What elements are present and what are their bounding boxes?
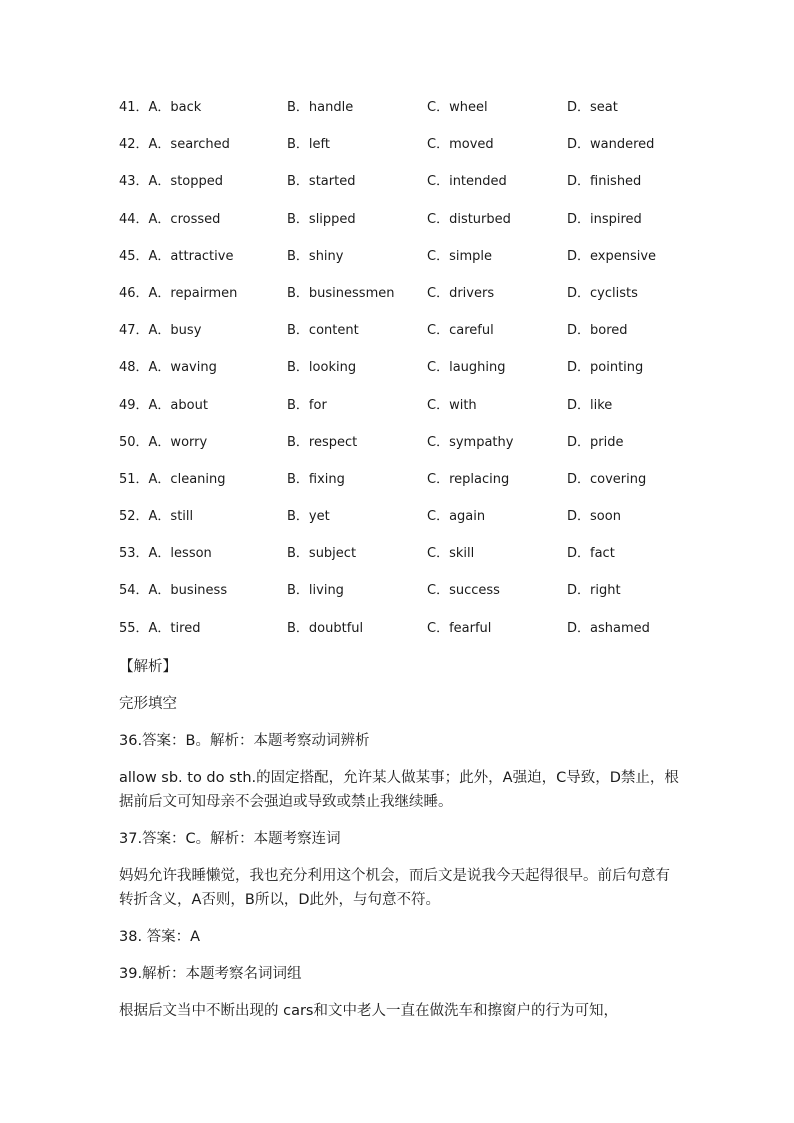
option-d: D．right [567, 583, 621, 599]
option-b: B．looking [287, 360, 357, 376]
question-row-54 [119, 580, 719, 617]
option-a: 43．A．stopped [119, 174, 224, 190]
option-c: C．disturbed [427, 211, 511, 227]
option-b: B．left [287, 137, 330, 153]
option-c: C．simple [427, 248, 492, 264]
option-d: D．expensive [567, 248, 657, 264]
option-c: C．success [427, 583, 500, 599]
option-c: C．intended [427, 174, 507, 190]
option-a: 47．A．busy [119, 323, 202, 339]
answer-36-title: 36.答案：B。解析：本题考察动词辨析 [119, 733, 370, 749]
question-row-55 [119, 618, 719, 655]
option-a: 48．A．waving [119, 360, 217, 376]
question-row-46 [119, 283, 719, 320]
option-d: D．wandered [567, 137, 655, 153]
option-a: 53．A．lesson [119, 546, 212, 562]
option-c: C．replacing [427, 471, 510, 487]
option-a: 49．A．about [119, 397, 208, 413]
option-b: B．businessmen [287, 285, 395, 301]
option-c: C．fearful [427, 620, 492, 636]
question-row-51 [119, 469, 719, 506]
option-d: D．like [567, 397, 613, 413]
question-row-53 [119, 543, 719, 580]
option-c: C．wheel [427, 100, 488, 115]
question-row-42 [119, 134, 719, 171]
option-b: B．for [287, 397, 327, 413]
option-d: D．covering [567, 471, 647, 487]
option-b: B．respect [287, 434, 358, 450]
option-b: B．slipped [287, 211, 356, 227]
answer-36-body: allow sb. to do sth.的固定搭配，允许某人做某事；此外，A强迫，C导致，D禁止，根据前后文可知母亲不会强迫或导致或禁止我继续睡。 [119, 770, 679, 810]
question-row-48 [119, 357, 719, 394]
option-b: B．started [287, 174, 356, 190]
option-c: C．with [427, 397, 477, 413]
option-c: C．moved [427, 137, 494, 153]
question-row-49 [119, 395, 719, 432]
option-b: B．content [287, 323, 359, 339]
option-c: C．careful [427, 323, 494, 339]
option-b: B．shiny [287, 248, 344, 264]
option-b: B．living [287, 583, 344, 599]
question-row-44 [119, 209, 719, 246]
option-a: 54．A．business [119, 583, 228, 599]
option-d: D．fact [567, 546, 615, 562]
option-c: C．drivers [427, 285, 495, 301]
question-row-43 [119, 171, 719, 208]
question-row-50 [119, 432, 719, 469]
option-a: 44．A．crossed [119, 211, 221, 227]
question-row-47 [119, 320, 719, 357]
option-a: 41．A．back [119, 100, 202, 115]
option-a: 52．A．still [119, 509, 194, 525]
options-table [119, 97, 719, 655]
option-d: D．cyclists [567, 285, 638, 301]
option-b: B．fixing [287, 471, 345, 487]
analysis-heading: 【解析】 [119, 659, 177, 675]
answer-39-body: 根据后文当中不断出现的 cars和文中老人一直在做洗车和擦窗户的行为可知， [119, 1003, 618, 1019]
question-row-41 [119, 97, 719, 134]
option-d: D．inspired [567, 211, 642, 227]
option-d: D．seat [567, 100, 618, 115]
option-b: B．yet [287, 509, 330, 525]
question-row-45 [119, 246, 719, 283]
analysis-section [119, 655, 679, 1023]
option-a: 46．A．repairmen [119, 285, 238, 301]
option-a: 51．A．cleaning [119, 471, 226, 487]
option-a: 50．A．worry [119, 434, 208, 450]
option-d: D．finished [567, 174, 642, 190]
answer-39-title: 39.解析：本题考察名词词组 [119, 966, 302, 982]
option-c: C．skill [427, 546, 475, 562]
answer-38-title: 38. 答案：A [119, 929, 201, 945]
option-a: 55．A．tired [119, 620, 201, 636]
question-row-52 [119, 506, 719, 543]
option-c: C．again [427, 509, 486, 525]
option-c: C．laughing [427, 360, 506, 376]
option-a: 42．A．searched [119, 137, 230, 153]
option-d: D．soon [567, 509, 621, 525]
option-d: D．pride [567, 434, 624, 450]
option-a: 45．A．attractive [119, 248, 234, 264]
option-b: B．subject [287, 546, 357, 562]
option-d: D．pointing [567, 360, 644, 376]
answer-37-title: 37.答案：C。解析：本题考察连词 [119, 831, 341, 847]
option-b: B．doubtful [287, 620, 364, 636]
option-d: D．ashamed [567, 620, 650, 636]
option-c: C．sympathy [427, 434, 514, 450]
section-title: 完形填空 [119, 696, 177, 712]
option-b: B．handle [287, 100, 354, 115]
option-d: D．bored [567, 323, 628, 339]
answer-37-body: 妈妈允许我睡懒觉，我也充分利用这个机会，而后文是说我今天起得很早。前后句意有转折含义，A否则，B所以，D此外，与句意不符。 [119, 868, 670, 908]
